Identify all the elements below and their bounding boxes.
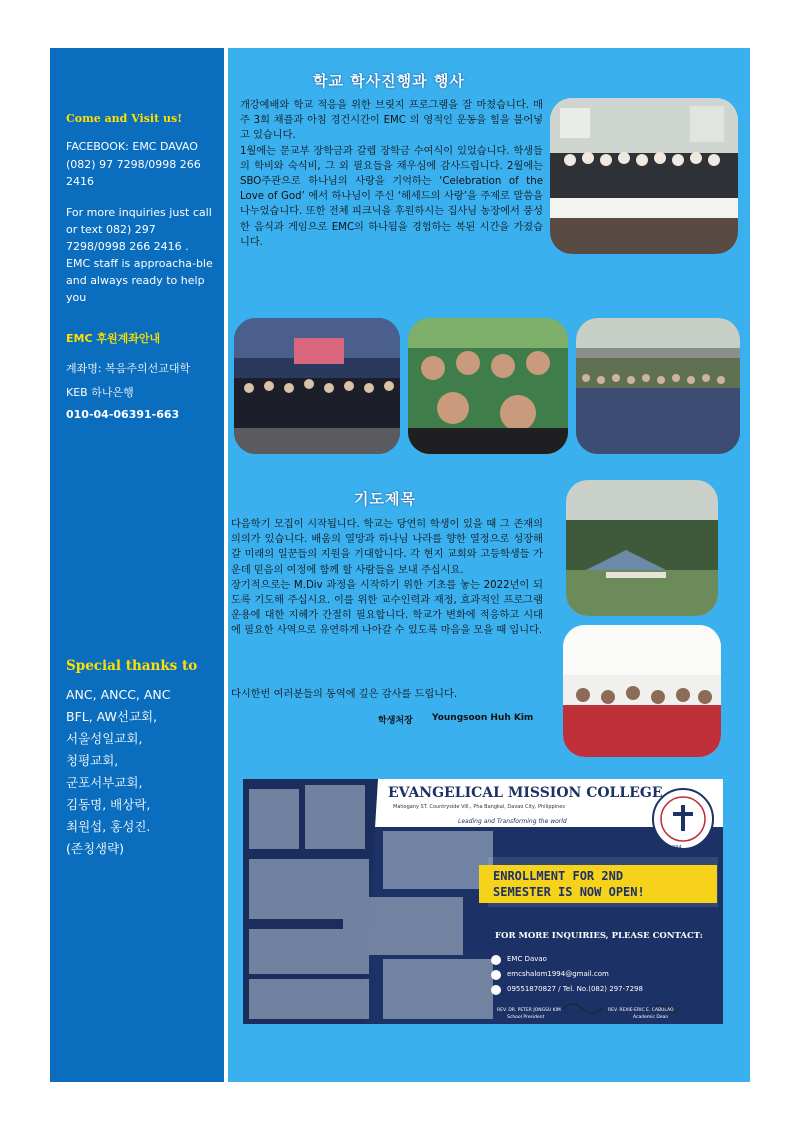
poster-enroll-line1: ENROLLMENT FOR 2ND — [493, 869, 624, 883]
poster-contact-fb: EMC Davao — [507, 955, 547, 963]
thanks-line: 최원섭, 홍성진. — [66, 819, 151, 834]
picnic-group-photo — [576, 318, 740, 454]
poster-background — [243, 779, 723, 1024]
signature-name: Youngsoon Huh Kim — [432, 713, 534, 723]
poster-signer2-role: Academic Dean — [633, 1015, 669, 1020]
classroom-photo — [563, 625, 721, 757]
poster-signer1-name: REV. DR. PETER JONGSU KIM — [497, 1008, 561, 1013]
phone-contact: (082) 97 7298/0998 266 2416 — [66, 158, 201, 188]
section1-title: 학교 학사진행과 행사 — [313, 72, 465, 90]
poster-contact-phone: 09551870827 / Tel. No.(082) 297-7298 — [507, 985, 643, 993]
campus-photo — [566, 480, 718, 616]
thanks-title: Special thanks to — [66, 658, 198, 674]
poster-tagline: Leading and Transforming the world — [458, 818, 567, 825]
thanks-line: ANC, ANCC, ANC — [66, 687, 171, 702]
section1-body: 개강예배와 학교 적응을 위한 브릿지 프로그램을 잘 마쳤습니다. 매주 3회 채플과 아침 경건시간이 EMC 의 영적인 운동을 힘을 불어넣고 있습니다. 1월에는 문교부 장학금과 갈렙 장학금 수여식이 있었습니다. 학생들의 학비와 숙식비, 그 외 필요들을 채우심에 감사드립니다. 2월에는 SBO주관으로 하나님의 사랑을 기억하는 ‘Celebration of the Love of God’ 에서 하나님이 주신 ‘헤세드의 사랑’을 주제로 말씀을 나누었습니다. 또한 전체 피크닉을 후원하시는 집사님 농장에서 풍성한 음식과 게임으로 EMC의 하나됨을 경험하는 복된 시간을 가졌습니다. — [240, 100, 543, 248]
account-name: 계좌명: 복음주의선교대학 — [66, 362, 191, 375]
thanks-line: (존칭생략) — [66, 841, 125, 856]
signature-title: 학생처장 — [378, 716, 413, 726]
poster-seal-year: 1994 — [669, 845, 682, 851]
enrollment-poster — [243, 779, 723, 1024]
visit-title: Come and Visit us! — [66, 112, 183, 125]
thanks-line: 군포서부교회, — [66, 775, 143, 790]
poster-enroll-line2: SEMESTER IS NOW OPEN! — [493, 885, 645, 899]
poster-signer1-role: School President — [507, 1015, 545, 1020]
inquiries-text: For more inquiries just call or text 082) 297 7298/0998 266 2416 . EMC staff is approacha-ble and always ready to help you — [66, 206, 213, 304]
thanks-line: 청평교회, — [66, 753, 119, 768]
section2-closing: 다시한번 여러분들의 동역에 깊은 감사를 드립니다. — [231, 689, 458, 700]
thanks-line: 서울성일교회, — [66, 731, 143, 746]
students-selfie-photo — [408, 318, 568, 454]
facebook-contact: FACEBOOK: EMC DAVAO — [66, 140, 198, 153]
section2-body: 다음학기 모집이 시작됩니다. 학교는 당연히 학생이 있을 때 그 존재의 의의가 있습니다. 배움의 열망과 하나님 나라를 향한 열정으로 성장해 갈 미래의 일꾼들의 지원을 기대합니다. 각 현지 교회와 고등학생들 가운데 믿음의 여정에 함께 할 사람들을 보내 주십시요. 장기적으로는 M.Div 과정을 시작하기 위한 기초를 놓는 2022년이 되도록 기도해 주십시요. 이를 위한 교수인력과 재정, 효과적인 프로그램 운용에 대한 지혜가 간절히 필요합니다. 학교가 변화에 적응하고 시대에 필요한 사역으로 유연하게 나아갈 수 있도록 마음을 모을 때 입니다. — [231, 519, 543, 637]
event-hall-photo — [234, 318, 400, 454]
bank-name: KEB 하나은행 — [66, 386, 134, 399]
poster-contact-title: FOR MORE INQUIRIES, PLEASE CONTACT: — [495, 931, 703, 941]
poster-address: Mahogany ST. Countryside Vill., Pha Bangkal, Davao City, Philippines — [393, 804, 565, 810]
donation-title: EMC 후원계좌안내 — [66, 332, 161, 345]
thanks-line: 김동명, 배상락, — [66, 797, 151, 812]
thanks-list — [66, 684, 216, 860]
poster-contact-email: emcshalom1994@gmail.com — [507, 970, 609, 978]
poster-signer2-name: REV. REXIE-ERIC E. CABULAO — [608, 1008, 674, 1013]
students-group-photo — [550, 98, 738, 254]
account-number: 010-04-06391-663 — [66, 408, 180, 421]
thanks-line: BFL, AW선교회, — [66, 709, 158, 724]
poster-college-name: EVANGELICAL MISSION COLLEGE — [388, 785, 663, 801]
section2-title: 기도제목 — [354, 490, 416, 508]
